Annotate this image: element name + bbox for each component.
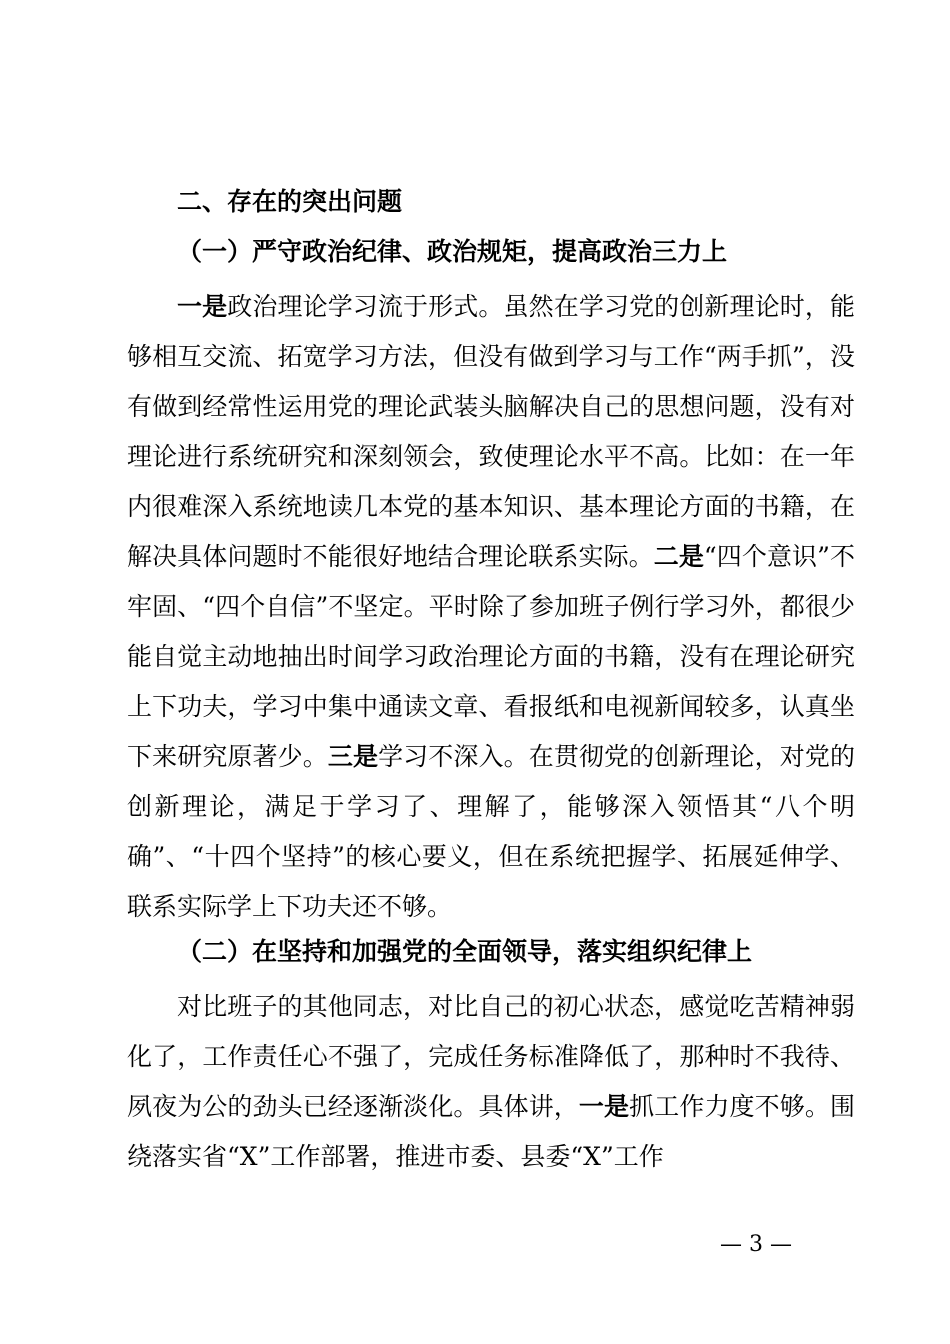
para1-lead-3: 三是 [327, 742, 379, 771]
para1-lead-2: 二是 [653, 542, 704, 571]
paragraph-2 [127, 982, 855, 1182]
para2-text-2: 抓工作力度不够。围绕落实省“X”工作部署，推进市委、县委“X”工作 [127, 1092, 855, 1171]
para1-text-1: 政治理论学习流于形式。虽然在学习党的创新理论时，能够相互交流、拓宽学习方法，但没有做到学习与工作“两手抓”，没有做到经常性运用党的理论武装头脑解决自己的思想问题，没有对理论进行系统研究和深刻领会，致使理论水平不高。比如：在一年内很难深入系统地读几本党的基本知识、基本理论方面的书籍，在解决具体问题时不能很好地结合理论联系实际。 [127, 292, 855, 571]
paragraph-block-1 [127, 282, 855, 932]
para2-lead-1: 一是 [578, 1092, 630, 1121]
paragraph-1 [127, 282, 855, 932]
subheading-2: （二）在坚持和加强党的全面领导，落实组织纪律上 [177, 937, 753, 966]
subheading-1: （一）严守政治纪律、政治规矩，提高政治三力上 [177, 237, 728, 266]
section-heading: 二、存在的突出问题 [177, 187, 403, 216]
para1-text-3: 学习不深入。在贯彻党的创新理论，对党的创新理论，满足于学习了、理解了，能够深入领悟其“八个明确”、“十四个坚持”的核心要义，但在系统把握学、拓展延伸学、联系实际学上下功夫还不够。 [127, 742, 855, 921]
para1-lead-1: 一是 [177, 292, 228, 321]
page-number: — 3 — [720, 1232, 792, 1257]
paragraph-block-2 [127, 982, 855, 1182]
para1-text-2: “四个意识”不牢固、“四个自信”不坚定。平时除了参加班子例行学习外，都很少能自觉主动地抽出时间学习政治理论方面的书籍，没有在理论研究上下功夫，学习中集中通读文章、看报纸和电视新闻较多，认真坐下来研究原著少。 [127, 542, 855, 771]
para2-text-1: 对比班子的其他同志，对比自己的初心状态，感觉吃苦精神弱化了，工作责任心不强了，完成任务标准降低了，那种时不我待、夙夜为公的劲头已经逐渐淡化。具体讲， [127, 992, 855, 1121]
